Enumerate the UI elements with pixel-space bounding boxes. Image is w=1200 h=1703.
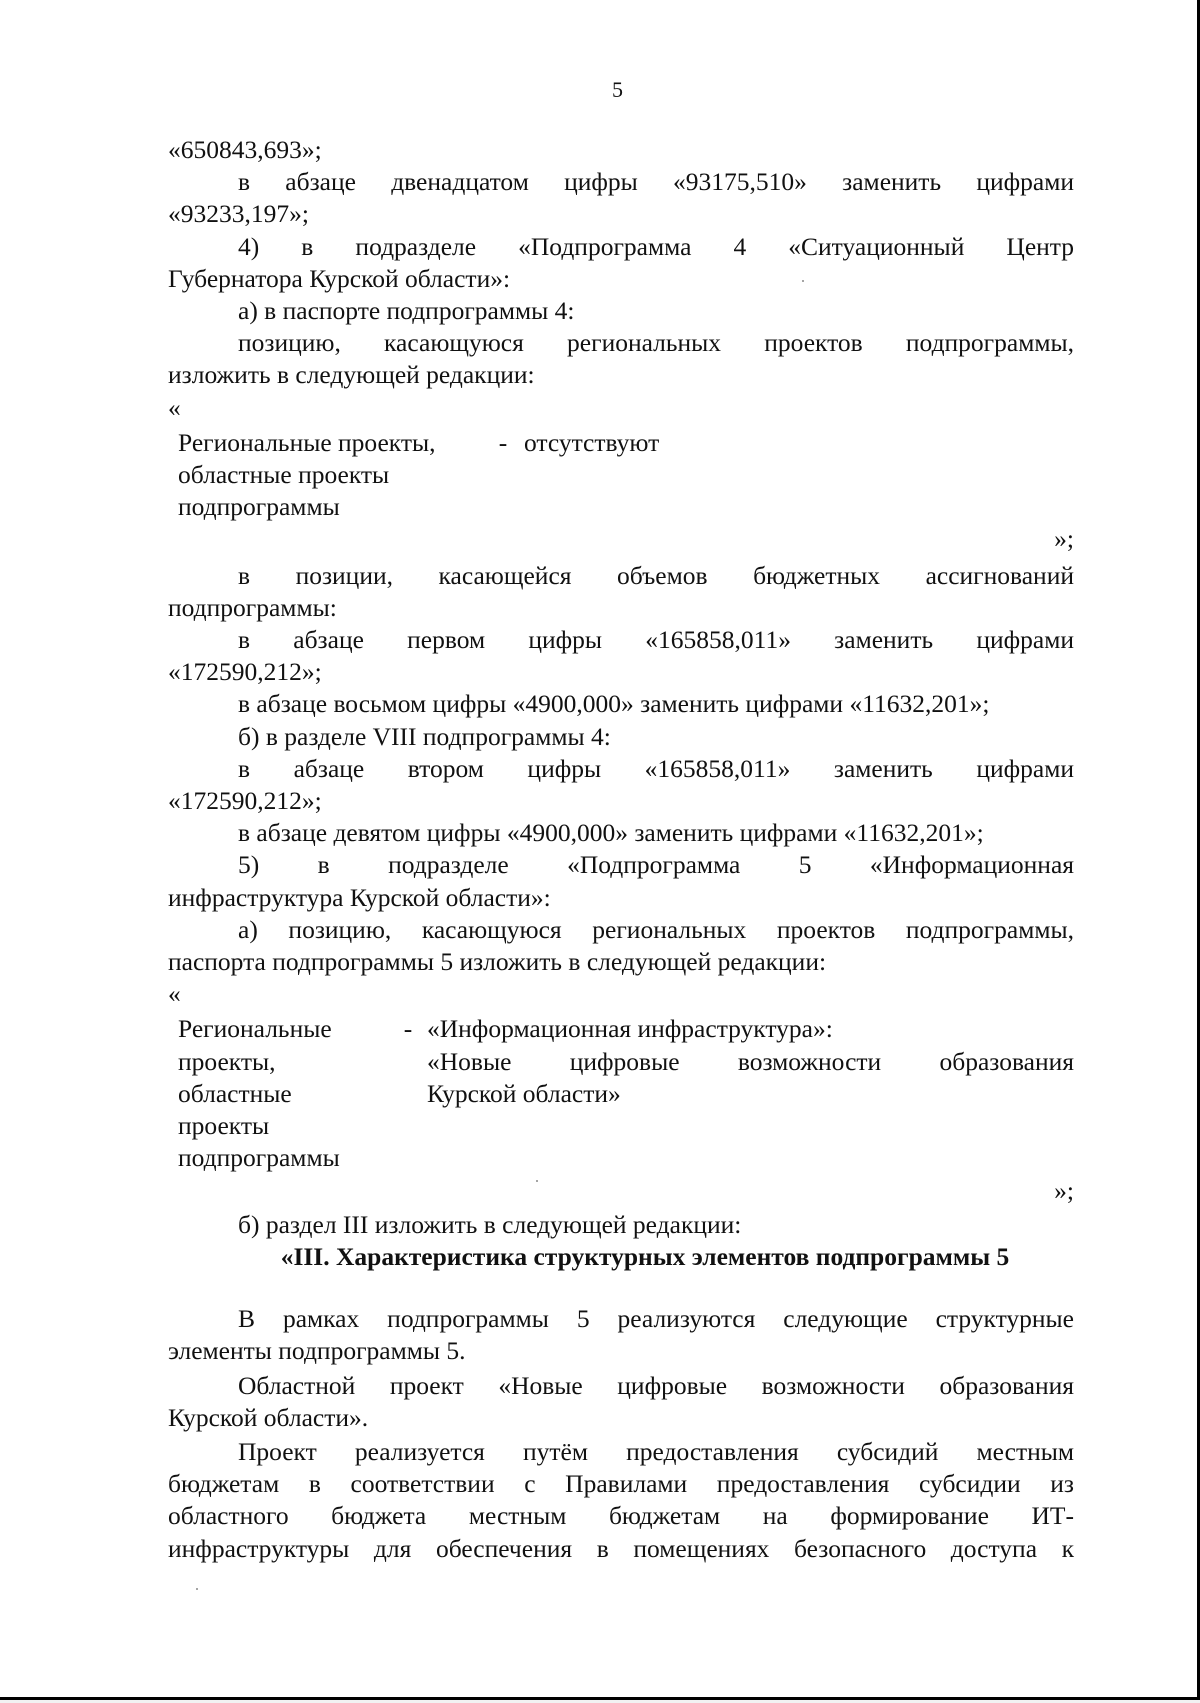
quote-open: « [168,979,181,1009]
text-line: В рамках подпрограммы 5 реализуются следующие структурные [238,1304,1074,1334]
text-line: элементы подпрограммы 5. [168,1336,466,1366]
table-value: отсутствуют [524,427,660,457]
quote-close: »; [1054,524,1074,554]
scan-speck [802,280,804,282]
text-line: а) в паспорте подпрограммы 4: [238,296,575,326]
text-line: инфраструктуры для обеспечения в помещениях безопасного доступа к [168,1533,1074,1563]
text-line: б) раздел III изложить в следующей редакции: [238,1209,742,1239]
text-line: «172590,212»; [168,786,322,816]
passport-table-2-value [423,1013,1074,1174]
quote-open: « [168,392,181,422]
quote-close: »; [1054,1175,1074,1205]
text-line: в абзаце девятом цифры «4900,000» заменить цифрами «11632,201»; [238,818,984,848]
text-line: паспорта подпрограммы 5 изложить в следующей редакции: [168,947,827,977]
text-line: а) позицию, касающуюся региональных проектов подпрограммы, [238,914,1074,944]
passport-table-2 [168,1013,1074,1174]
text-line: подпрограммы: [168,592,337,622]
section-heading: «III. Характеристика структурных элементов подпрограммы 5 [280,1241,1010,1271]
text-line: 4) в подразделе «Подпрограмма 4 «Ситуационный Центр [238,231,1074,261]
text-line: Курской области». [168,1402,369,1432]
text-line: «650843,693»; [168,135,322,164]
table-label-line: подпрограммы [178,492,340,522]
table-value-line: «Информационная инфраструктура»: [427,1014,833,1044]
text-line: Областной проект «Новые цифровые возможности образования [238,1370,1074,1400]
table-label-line: Региональные [178,1014,332,1044]
table-label-line: проекты, [178,1046,276,1076]
text-line: в абзаце восьмом цифры «4900,000» заменить цифрами «11632,201»; [238,689,990,719]
scan-speck [196,1588,198,1590]
text-line: инфраструктура Курской области»: [168,882,551,912]
passport-table-1 [168,427,1074,524]
table-value-line: «Новые цифровые возможности образования [427,1046,1074,1076]
text-line: 5) в подразделе «Подпрограмма 5 «Информационная [238,850,1074,880]
text-line: Губернатора Курской области»: [168,263,511,293]
table-label-line: Региональные проекты, [178,427,436,457]
text-line: в позиции, касающейся объемов бюджетных ассигнований [238,560,1074,590]
scan-speck [536,1180,538,1182]
text-line: в абзаце втором цифры «165858,011» заменить цифрами [238,753,1074,783]
text-line: изложить в следующей редакции: [168,360,535,390]
table-value-line: Курской области» [427,1078,621,1108]
document-body [168,134,1074,1565]
passport-table-1-label [168,427,488,524]
text-line: бюджетам в соответствии с Правилами предоставления субсидии из [168,1469,1074,1499]
table-label-line: проекты [178,1111,270,1141]
table-dash: - [403,1014,413,1044]
text-line: б) в разделе VIII подпрограммы 4: [238,721,611,751]
text-line: в абзаце двенадцатом цифры «93175,510» заменить цифрами [238,167,1074,197]
table-dash: - [498,427,508,457]
text-line: позицию, касающуюся региональных проектов подпрограммы, [238,328,1074,358]
passport-table-2-label [168,1013,393,1174]
page-number: 5 [612,77,623,102]
table-label-line: областные проекты [178,460,390,490]
text-line: «93233,197»; [168,199,309,229]
text-line: «172590,212»; [168,657,322,687]
table-label-line: подпрограммы [178,1143,340,1173]
table-label-line: областные [178,1078,292,1108]
text-line: Проект реализуется путём предоставления субсидий местным [238,1436,1074,1466]
text-line: в абзаце первом цифры «165858,011» заменить цифрами [238,625,1074,655]
text-line: областного бюджета местным бюджетам на формирование ИТ- [168,1501,1074,1531]
